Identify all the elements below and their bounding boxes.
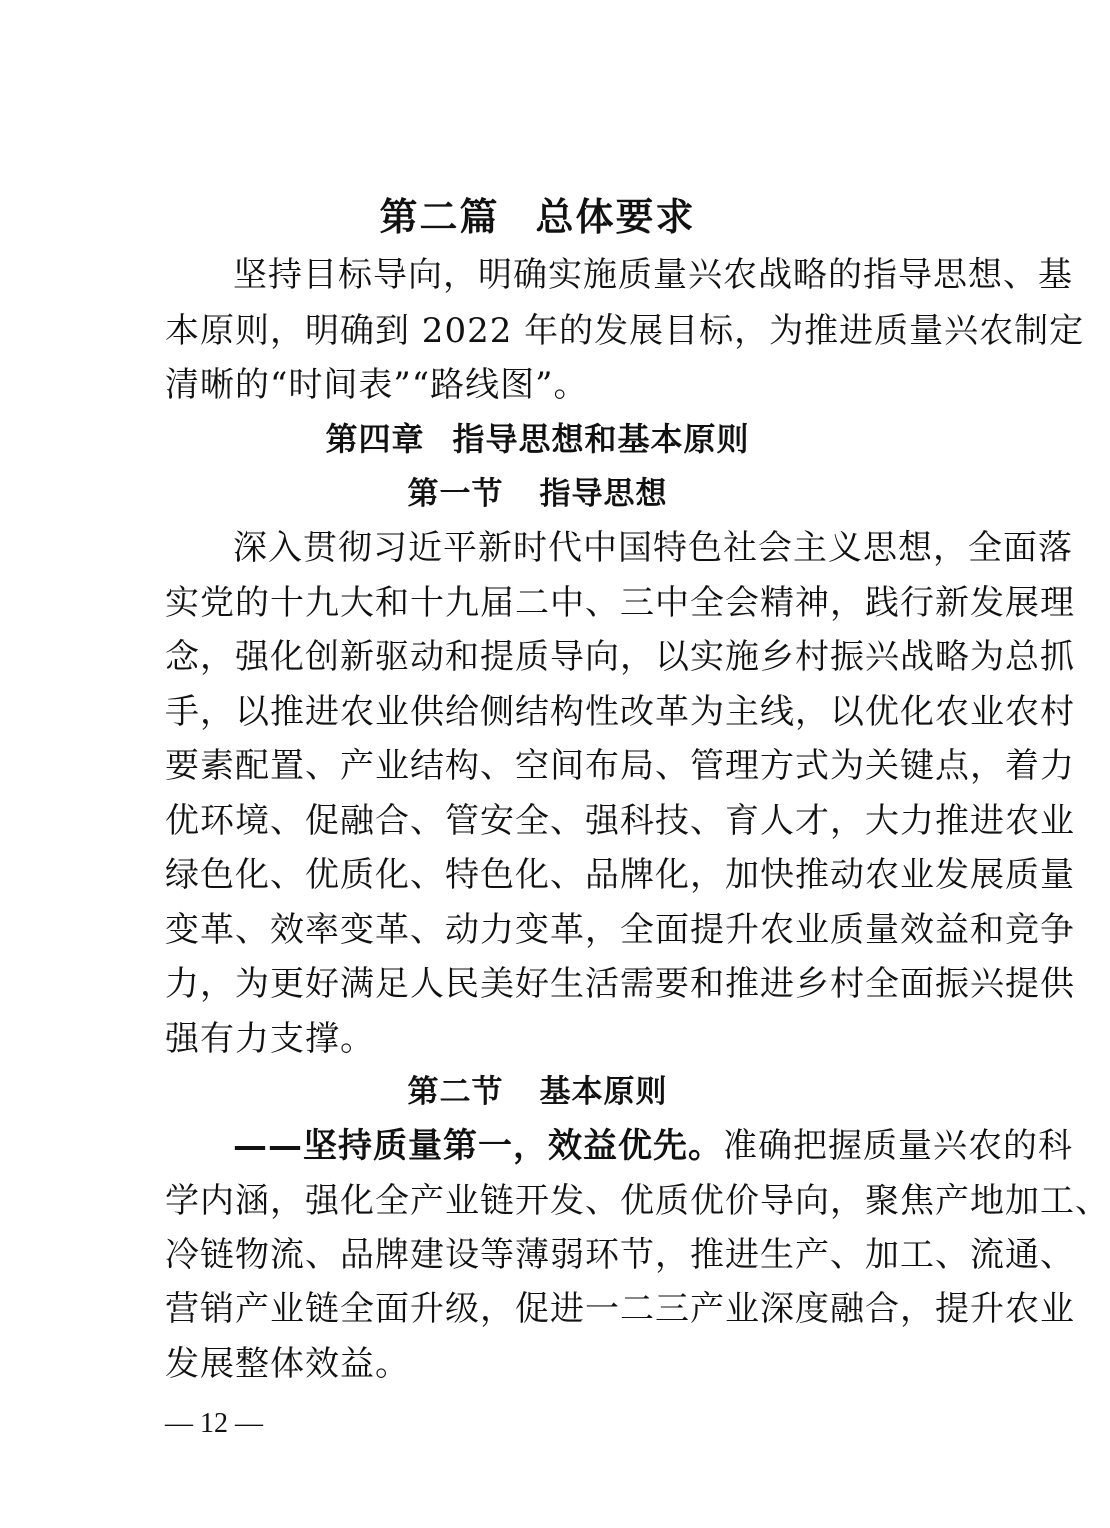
section-title-text: 基本原则: [539, 1074, 668, 1110]
chapter-number: 第四章: [325, 420, 425, 458]
paragraph-line: 学内涵，强化全产业链开发、优质优价导向，聚焦产地加工、: [165, 1181, 1110, 1221]
paragraph-line: 绿色化、优质化、特色化、品牌化，加快推动农业发展质量: [165, 855, 1075, 895]
intro-line: 坚持目标导向，明确实施质量兴农战略的指导思想、基: [233, 255, 1073, 295]
principle-first-line: [233, 1117, 1073, 1175]
paragraph-line: 变革、效率变革、动力变革，全面提升农业质量效益和竞争: [165, 910, 1075, 950]
part-title-text: 总体要求: [535, 194, 696, 239]
paragraph-line: 发展整体效益。: [165, 1344, 410, 1384]
paragraph-line: 力，为更好满足人民美好生活需要和推进乡村全面振兴提供: [165, 964, 1075, 1004]
section-title: [165, 465, 910, 523]
paragraph-line: 手，以推进农业供给侧结构性改革为主线，以优化农业农村: [165, 692, 1075, 732]
principle-heading: ——坚持质量第一，效益优先。: [233, 1126, 723, 1166]
paragraph-line: 实党的十九大和十九届二中、三中全会精神，践行新发展理: [165, 583, 1075, 623]
paragraph-line: 念，强化创新驱动和提质导向，以实施乡村振兴战略为总抓: [165, 637, 1075, 677]
paragraph-line: 冷链物流、品牌建设等薄弱环节，推进生产、加工、流通、: [165, 1235, 1075, 1275]
chapter-title: [165, 410, 910, 468]
section-number: 第二节: [407, 1074, 504, 1110]
paragraph-line: 优环境、促融合、管安全、强科技、育人才，大力推进农业: [165, 801, 1075, 841]
part-title: [165, 188, 910, 246]
chapter-title-text: 指导思想和基本原则: [452, 420, 750, 458]
part-number: 第二篇: [379, 194, 500, 239]
paragraph-line: 深入贯彻习近平新时代中国特色社会主义思想，全面落: [233, 528, 1073, 568]
paragraph-line: 要素配置、产业结构、空间布局、管理方式为关键点，着力: [165, 746, 1075, 786]
intro-line: 本原则，明确到 2022 年的发展目标，为推进质量兴农制定: [165, 311, 1085, 351]
paragraph-line: 营销产业链全面升级，促进一二三产业深度融合，提升农业: [165, 1289, 1075, 1329]
intro-line: 清晰的“时间表”“路线图”。: [165, 365, 589, 405]
principle-text: 准确把握质量兴农的科: [723, 1126, 1073, 1166]
section-title-text: 指导思想: [539, 476, 668, 512]
section-title: [165, 1063, 910, 1121]
section-number: 第一节: [407, 476, 504, 512]
page-number: — 12 —: [165, 1408, 263, 1439]
paragraph-line: 强有力支撑。: [165, 1019, 375, 1059]
